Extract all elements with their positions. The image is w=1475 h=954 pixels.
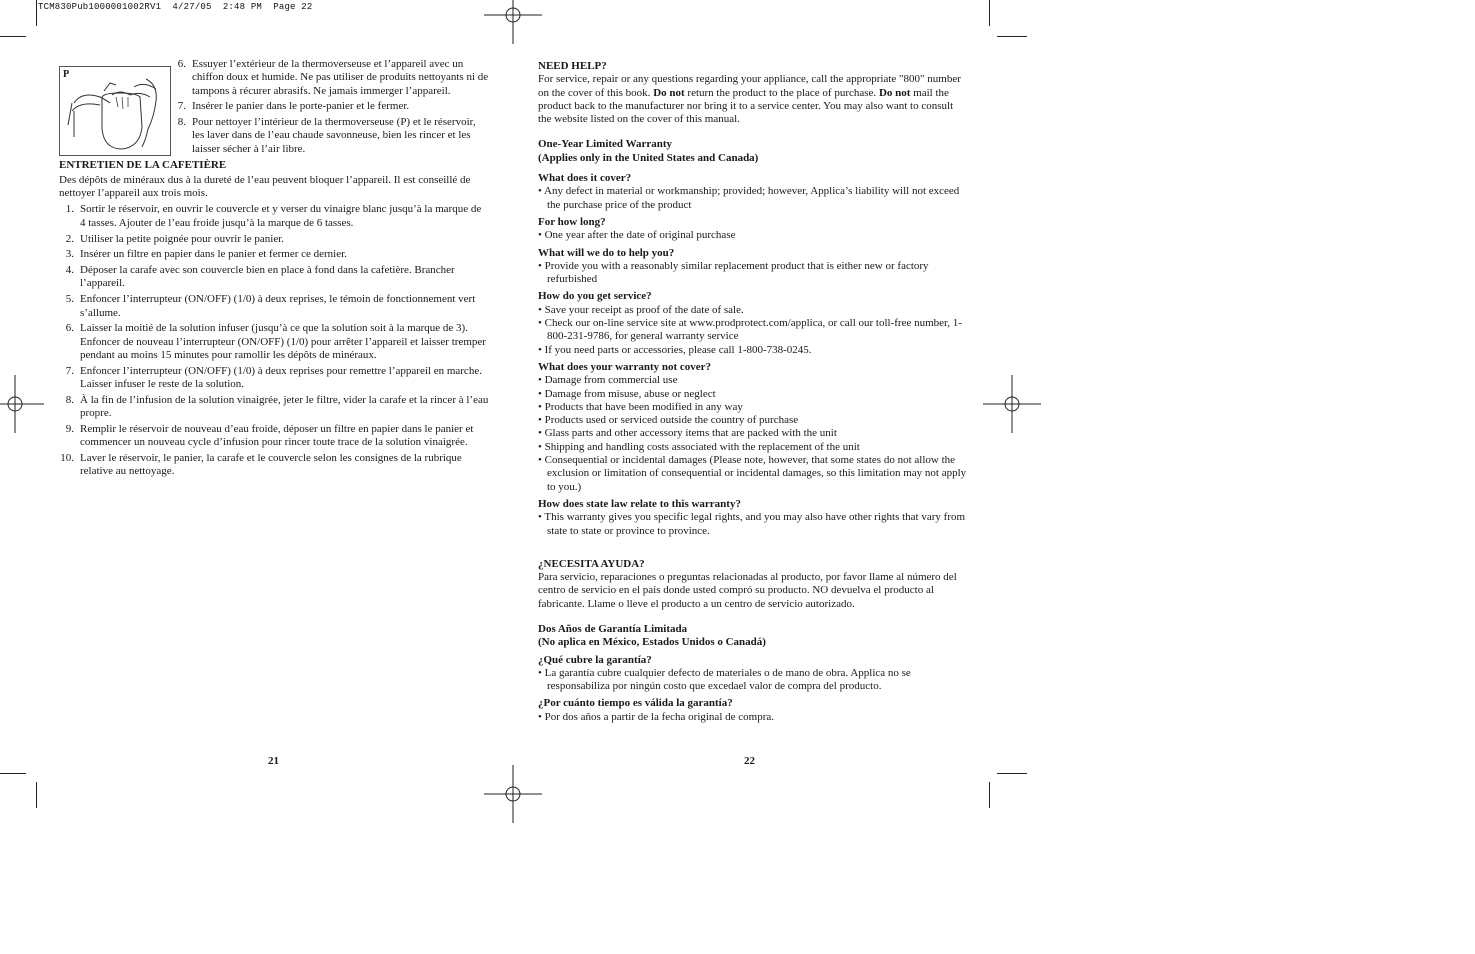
bullet-item: • One year after the date of original purchase [538, 229, 736, 242]
warranty-title: One-Year Limited Warranty [538, 138, 673, 151]
question-heading: What does it cover? [538, 172, 632, 185]
list-item: 1. Sortir le réservoir, en ouvrir le couvercle et y verser du vinaigre blanc jusqu’à la marque de 4 tasses. Ajouter de l’eau froide jusqu’à la marque de 6 tasses. [65, 203, 482, 229]
bullet-item: • La garantía cubre cualquier defecto de materiales o de mano de obra. Applica no se responsabiliza por ningún costo que excedael valor de compra del producto. [538, 666, 911, 693]
crop-mark [36, 0, 37, 26]
list-item: 6. Essuyer l’extérieur de la thermoverseuse et l’appareil avec un chiffon doux et humide. Ne pas utiliser de produits nettoyants ni de tampons à récurer abrasifs. Ne jamais immerger l’appareil. [177, 58, 489, 97]
question-heading: ¿Qué cubre la garantía? [538, 653, 652, 666]
list-item: 8. Pour nettoyer l’intérieur de la thermoverseuse (P) et le réservoir, les laver dans de l’eau chaude savonneuse, bien les rincer et les laisser sécher à l’air libre. [177, 116, 476, 155]
crop-mark [997, 36, 1027, 37]
es-help-paragraph: Para servicio, reparaciones o preguntas relacionadas al producto, por favor llame al número del centro de servicio en el país donde usted compró su producto. NO devuelva el producto al fabricante. Llame o lleve el producto a un centro de servicio autorizado. [538, 571, 957, 610]
question-heading: How do you get service? [538, 290, 652, 303]
bullet-item: • Products used or serviced outside the country of purchase [538, 414, 799, 427]
need-help-title: NEED HELP? [538, 60, 607, 72]
question-heading: What will we do to help you? [538, 246, 675, 259]
es-help-title: ¿NECESITA AYUDA? [538, 557, 645, 570]
bullet-item: • If you need parts or accessories, please call 1-800-738-0245. [538, 343, 812, 356]
descaling-steps [59, 203, 489, 478]
printer-slug: TCM830Pub1000001002RV1 4/27/05 2:48 PM Page 22 [38, 2, 313, 12]
list-item: 6. Laisser la moitié de la solution infuser (jusqu’à ce que la solution soit à la marque de 3). Enfoncer de nouveau l’interrupteur (ON/OFF) (1/0) pour arrêter l’appareil et laisser tremper pendant au moins 15 minutes pour ramollir les dépôts de minéraux. [65, 322, 486, 361]
list-item: 3. Insérer un filtre en papier dans le panier et fermer ce dernier. [65, 248, 347, 261]
bullet-item: • This warranty gives you specific legal rights, and you may also have other rights that vary from state to state or province to province. [538, 511, 966, 537]
registration-mark [0, 375, 44, 433]
question-heading: For how long? [538, 215, 606, 228]
list-item: 7. Enfoncer l’interrupteur (ON/OFF) (1/0) à deux reprises pour remettre l’appareil en marche. Laisser infuser le reste de la solution. [65, 364, 482, 391]
crop-mark [36, 782, 37, 808]
bullet-item: • Products that have been modified in any way [538, 400, 743, 413]
care-steps-top [171, 58, 489, 156]
crop-mark [989, 782, 990, 808]
question-heading: How does state law relate to this warranty? [538, 497, 741, 510]
crop-mark [997, 773, 1027, 774]
registration-mark [983, 375, 1041, 433]
bullet-item: • Damage from misuse, abuse or neglect [538, 387, 716, 400]
bullet-item: • Check our on-line service site at www.prodprotect.com/applica, or call our toll-free number, 1-800-231-9786, for general warranty service [538, 317, 962, 343]
crop-mark [989, 0, 990, 26]
intro-paragraph: Des dépôts de minéraux dus à la dureté de l’eau peuvent bloquer l’appareil. Il est conseillé de nettoyer l’appareil aux trois mois. [59, 173, 471, 200]
question-heading: ¿Por cuánto tiempo es válida la garantía? [538, 697, 733, 710]
right-page [538, 60, 968, 724]
question-heading: What does your warranty not cover? [538, 360, 712, 373]
bullet-item: • Glass parts and other accessory items that are packed with the unit [538, 427, 837, 440]
bullet-item: • Provide you with a reasonably similar replacement product that is either new or factory refurbished [538, 259, 929, 286]
bullet-item: • Consequential or incidental damages (Please note, however, that some states do not allow the exclusion or limitation of consequential or incidental damages, so this limitation may not apply to you.) [538, 454, 967, 493]
figure-label: P [63, 69, 70, 80]
section-title: ENTRETIEN DE LA CAFETIÈRE [59, 158, 227, 171]
registration-mark [484, 0, 542, 44]
left-page [59, 58, 489, 481]
bullet-item: • Save your receipt as proof of the date of sale. [538, 303, 744, 316]
need-help-paragraph: For service, repair or any questions regarding your appliance, call the appropriate "800" number on the cover of this book. Do not return the product to the place of purchase. Do not mail the product back to the manufacturer nor bring it to a service center. You may also want to consult the website listed on the cover of this manual. [538, 73, 961, 126]
list-item: 7. Insérer le panier dans le porte-panier et le fermer. [177, 100, 410, 113]
crop-mark [0, 773, 26, 774]
list-item: 8. À la fin de l’infusion de la solution vinaigrée, jeter le filtre, vider la carafe et la rincer à l’eau propre. [65, 393, 489, 420]
crop-mark [0, 36, 26, 37]
bullet-item: • Shipping and handling costs associated with the replacement of the unit [538, 440, 860, 453]
list-item: 10. Laver le réservoir, le panier, la carafe et le couvercle selon les consignes de la rubrique relative au nettoyage. [60, 452, 462, 478]
list-item: 2. Utiliser la petite poignée pour ouvrir le panier. [65, 232, 285, 245]
bullet-item: • Any defect in material or workmanship; provided; however, Applica’s liability will not exceed the purchase price of the product [538, 185, 960, 211]
bullet-item: • Por dos años a partir de la fecha original de compra. [538, 710, 774, 723]
bullet-item: • Damage from commercial use [538, 374, 678, 387]
es-warranty-subtitle: (No aplica en México, Estados Unidos o Canadá) [538, 636, 766, 649]
warranty-subtitle: (Applies only in the United States and Canada) [538, 151, 759, 164]
list-item: 9. Remplir le réservoir de nouveau d’eau froide, déposer un filtre en papier dans le panier et commencer un nouveau cycle d’infusion pour rincer toute trace de la solution vinaigrée. [65, 422, 474, 449]
registration-mark [484, 765, 542, 823]
page-number-left: 21 [268, 755, 279, 767]
page-number-right: 22 [744, 755, 755, 767]
es-warranty-title: Dos Años de Garantía Limitada [538, 622, 688, 635]
list-item: 4. Déposer la carafe avec son couvercle bien en place à fond dans la cafetière. Brancher l’appareil. [65, 264, 455, 290]
list-item: 5. Enfoncer l’interrupteur (ON/OFF) (1/0) à deux reprises, le témoin de fonctionnement vert s’allume. [65, 293, 476, 319]
